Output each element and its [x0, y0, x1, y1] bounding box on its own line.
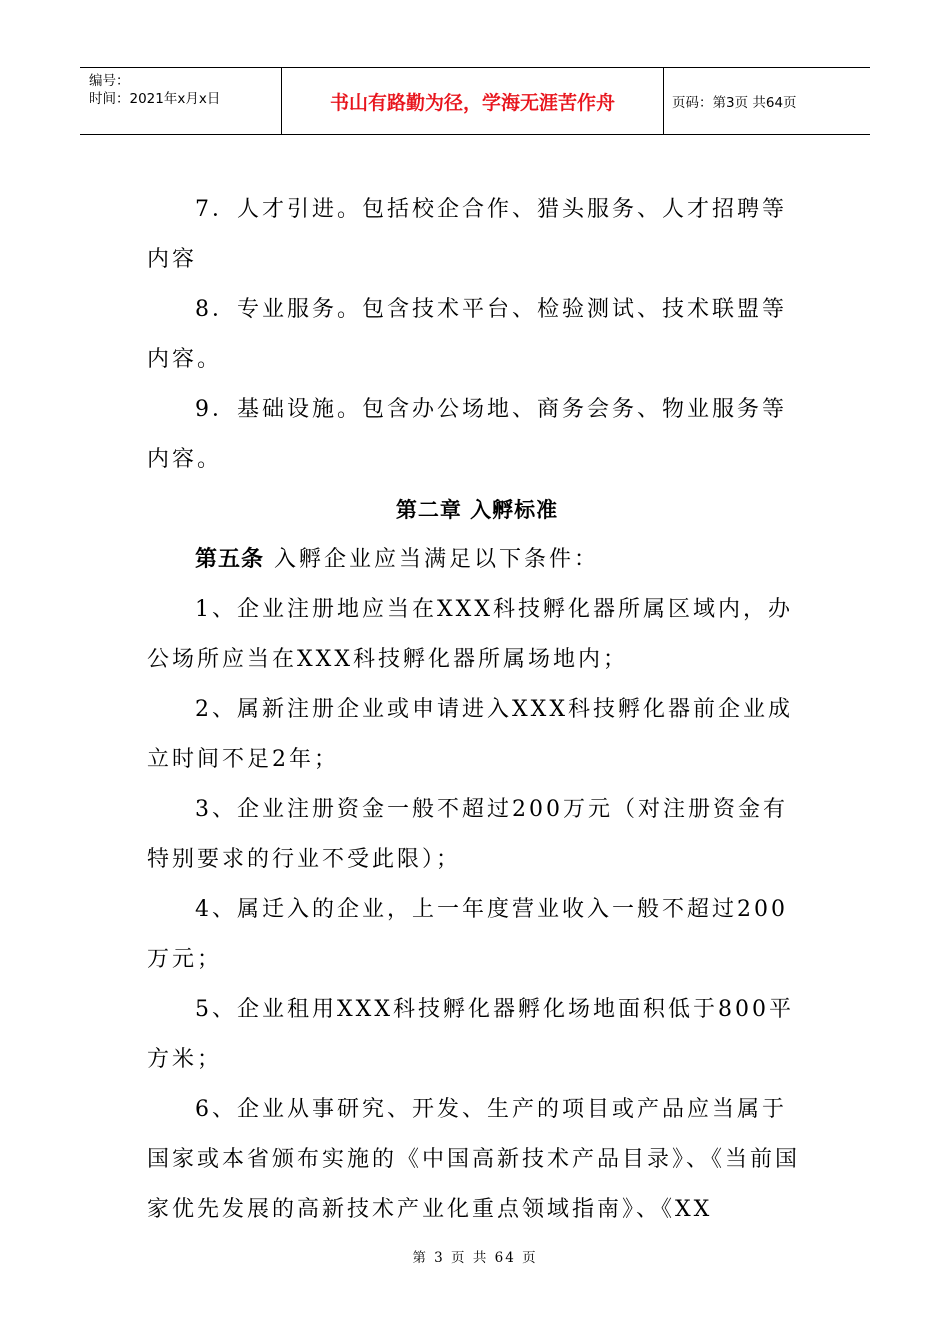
service-item-7: 7．人才引进。包括校企合作、猎头服务、人才招聘等内容 — [147, 197, 787, 272]
document-number-label: 编号： — [89, 73, 130, 89]
article-title: 第五条 — [195, 547, 265, 572]
condition-6: 6、企业从事研究、开发、生产的项目或产品应当属于国家或本省颁布实施的《中国高新技术产品目录》、《当前国家优先发展的高新技术产业化重点领域指南》、《XX — [147, 1097, 801, 1222]
service-item-9: 9．基础设施。包含办公场地、商务会务、物业服务等内容。 — [147, 397, 787, 472]
header-page-info: 页码：第3页 共64页 — [672, 95, 797, 111]
header-meta — [80, 68, 282, 134]
article-text: 入孵企业应当满足以下条件： — [264, 547, 600, 572]
article-5 — [147, 535, 807, 585]
document-date: 时间：2021年x月x日 — [89, 91, 221, 107]
condition-4: 4、属迁入的企业，上一年度营业收入一般不超过200万元； — [147, 897, 788, 972]
condition-3: 3、企业注册资金一般不超过200万元（对注册资金有特别要求的行业不受此限）； — [147, 797, 788, 872]
document-body — [147, 185, 807, 1235]
page-header — [80, 67, 870, 135]
condition-2: 2、属新注册企业或申请进入XXX科技孵化器前企业成立时间不足2年； — [147, 697, 793, 772]
condition-1: 1、企业注册地应当在XXX科技孵化器所属区域内，办公场所应当在XXX科技孵化器所属场地内； — [147, 597, 793, 672]
service-item-8: 8．专业服务。包含技术平台、检验测试、技术联盟等内容。 — [147, 297, 787, 372]
page-footer: 第 3 页 共 64 页 — [412, 1250, 538, 1266]
chapter-title: 第二章 入孵标准 — [395, 498, 559, 522]
condition-5: 5、企业租用XXX科技孵化器孵化场地面积低于800平方米； — [147, 997, 794, 1072]
header-motto: 书山有路勤为径，学海无涯苦作舟 — [282, 68, 664, 134]
